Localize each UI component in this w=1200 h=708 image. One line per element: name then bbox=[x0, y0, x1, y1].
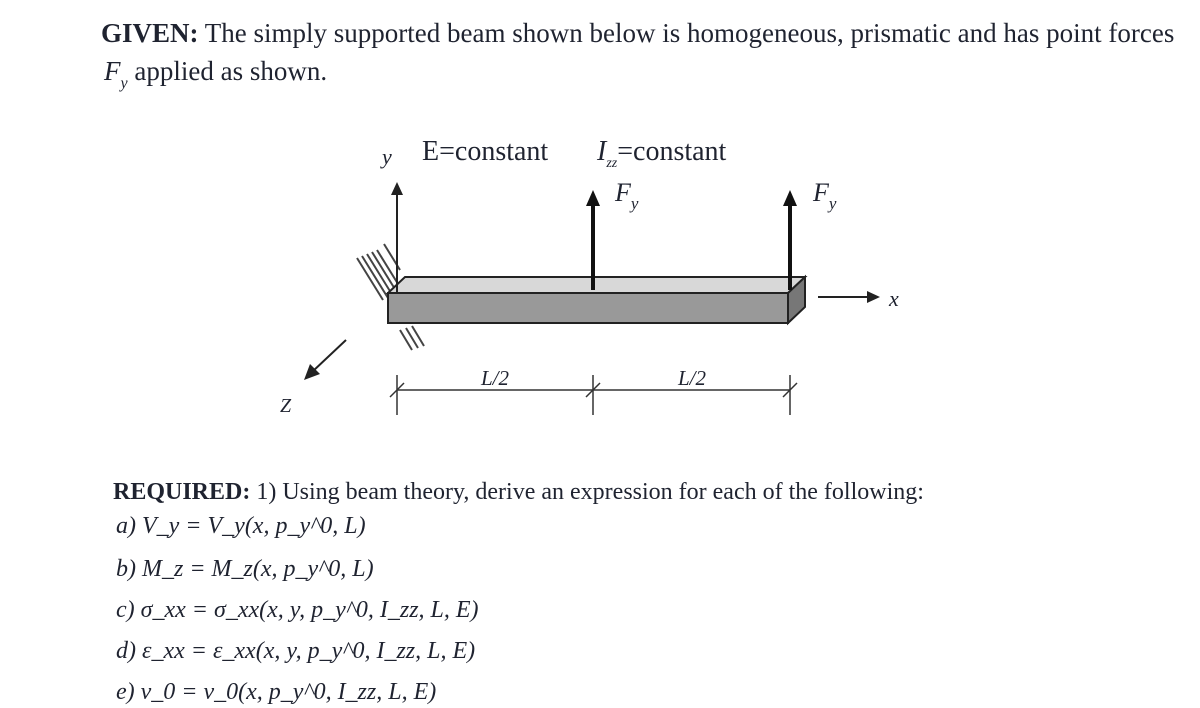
required-item-c: c) σ_xx = σ_xx(x, y, p_y^0, I_zz, L, E) bbox=[116, 597, 479, 623]
required-text: 1) Using beam theory, derive an expression for each of the following: bbox=[256, 479, 924, 505]
e-constant-label: E=constant bbox=[422, 136, 549, 167]
required-line bbox=[113, 480, 924, 504]
force-1-label: $F_y$ bbox=[615, 178, 639, 213]
i-constant-label: $I_{zz}=constant$ bbox=[597, 136, 727, 171]
dimension-line bbox=[390, 375, 797, 415]
force-2-label: $F_y$ bbox=[813, 178, 837, 213]
required-item-b: b) M_z = M_z(x, p_y^0, L) bbox=[116, 556, 374, 582]
given-text: The simply supported beam shown below is homogeneous, prismatic and has point forces bbox=[204, 18, 1175, 48]
required-item-e: e) v_0 = v_0(x, p_y^0, I_zz, L, E) bbox=[116, 679, 437, 705]
given-text-2: applied as shown. bbox=[134, 56, 328, 86]
z-axis-label: Z bbox=[280, 395, 292, 417]
x-axis-label: x bbox=[889, 286, 899, 311]
y-axis-label: y bbox=[382, 144, 392, 169]
z-axis bbox=[304, 340, 346, 380]
given-label: GIVEN: bbox=[101, 18, 199, 48]
required-label: REQUIRED: bbox=[113, 479, 251, 505]
required-item-d: d) ε_xx = ε_xx(x, y, p_y^0, I_zz, L, E) bbox=[116, 638, 476, 664]
beam bbox=[388, 277, 805, 323]
dim-label-2: L/2 bbox=[678, 366, 707, 390]
x-axis bbox=[818, 291, 880, 303]
given-force-symbol: F bbox=[104, 56, 121, 86]
given-force-sub: y bbox=[120, 75, 128, 92]
required-item-a: a) V_y = V_y(x, p_y^0, L) bbox=[116, 513, 366, 539]
force-arrow-1 bbox=[586, 190, 600, 290]
dim-label-1: L/2 bbox=[481, 366, 510, 390]
force-arrow-2 bbox=[783, 190, 797, 290]
